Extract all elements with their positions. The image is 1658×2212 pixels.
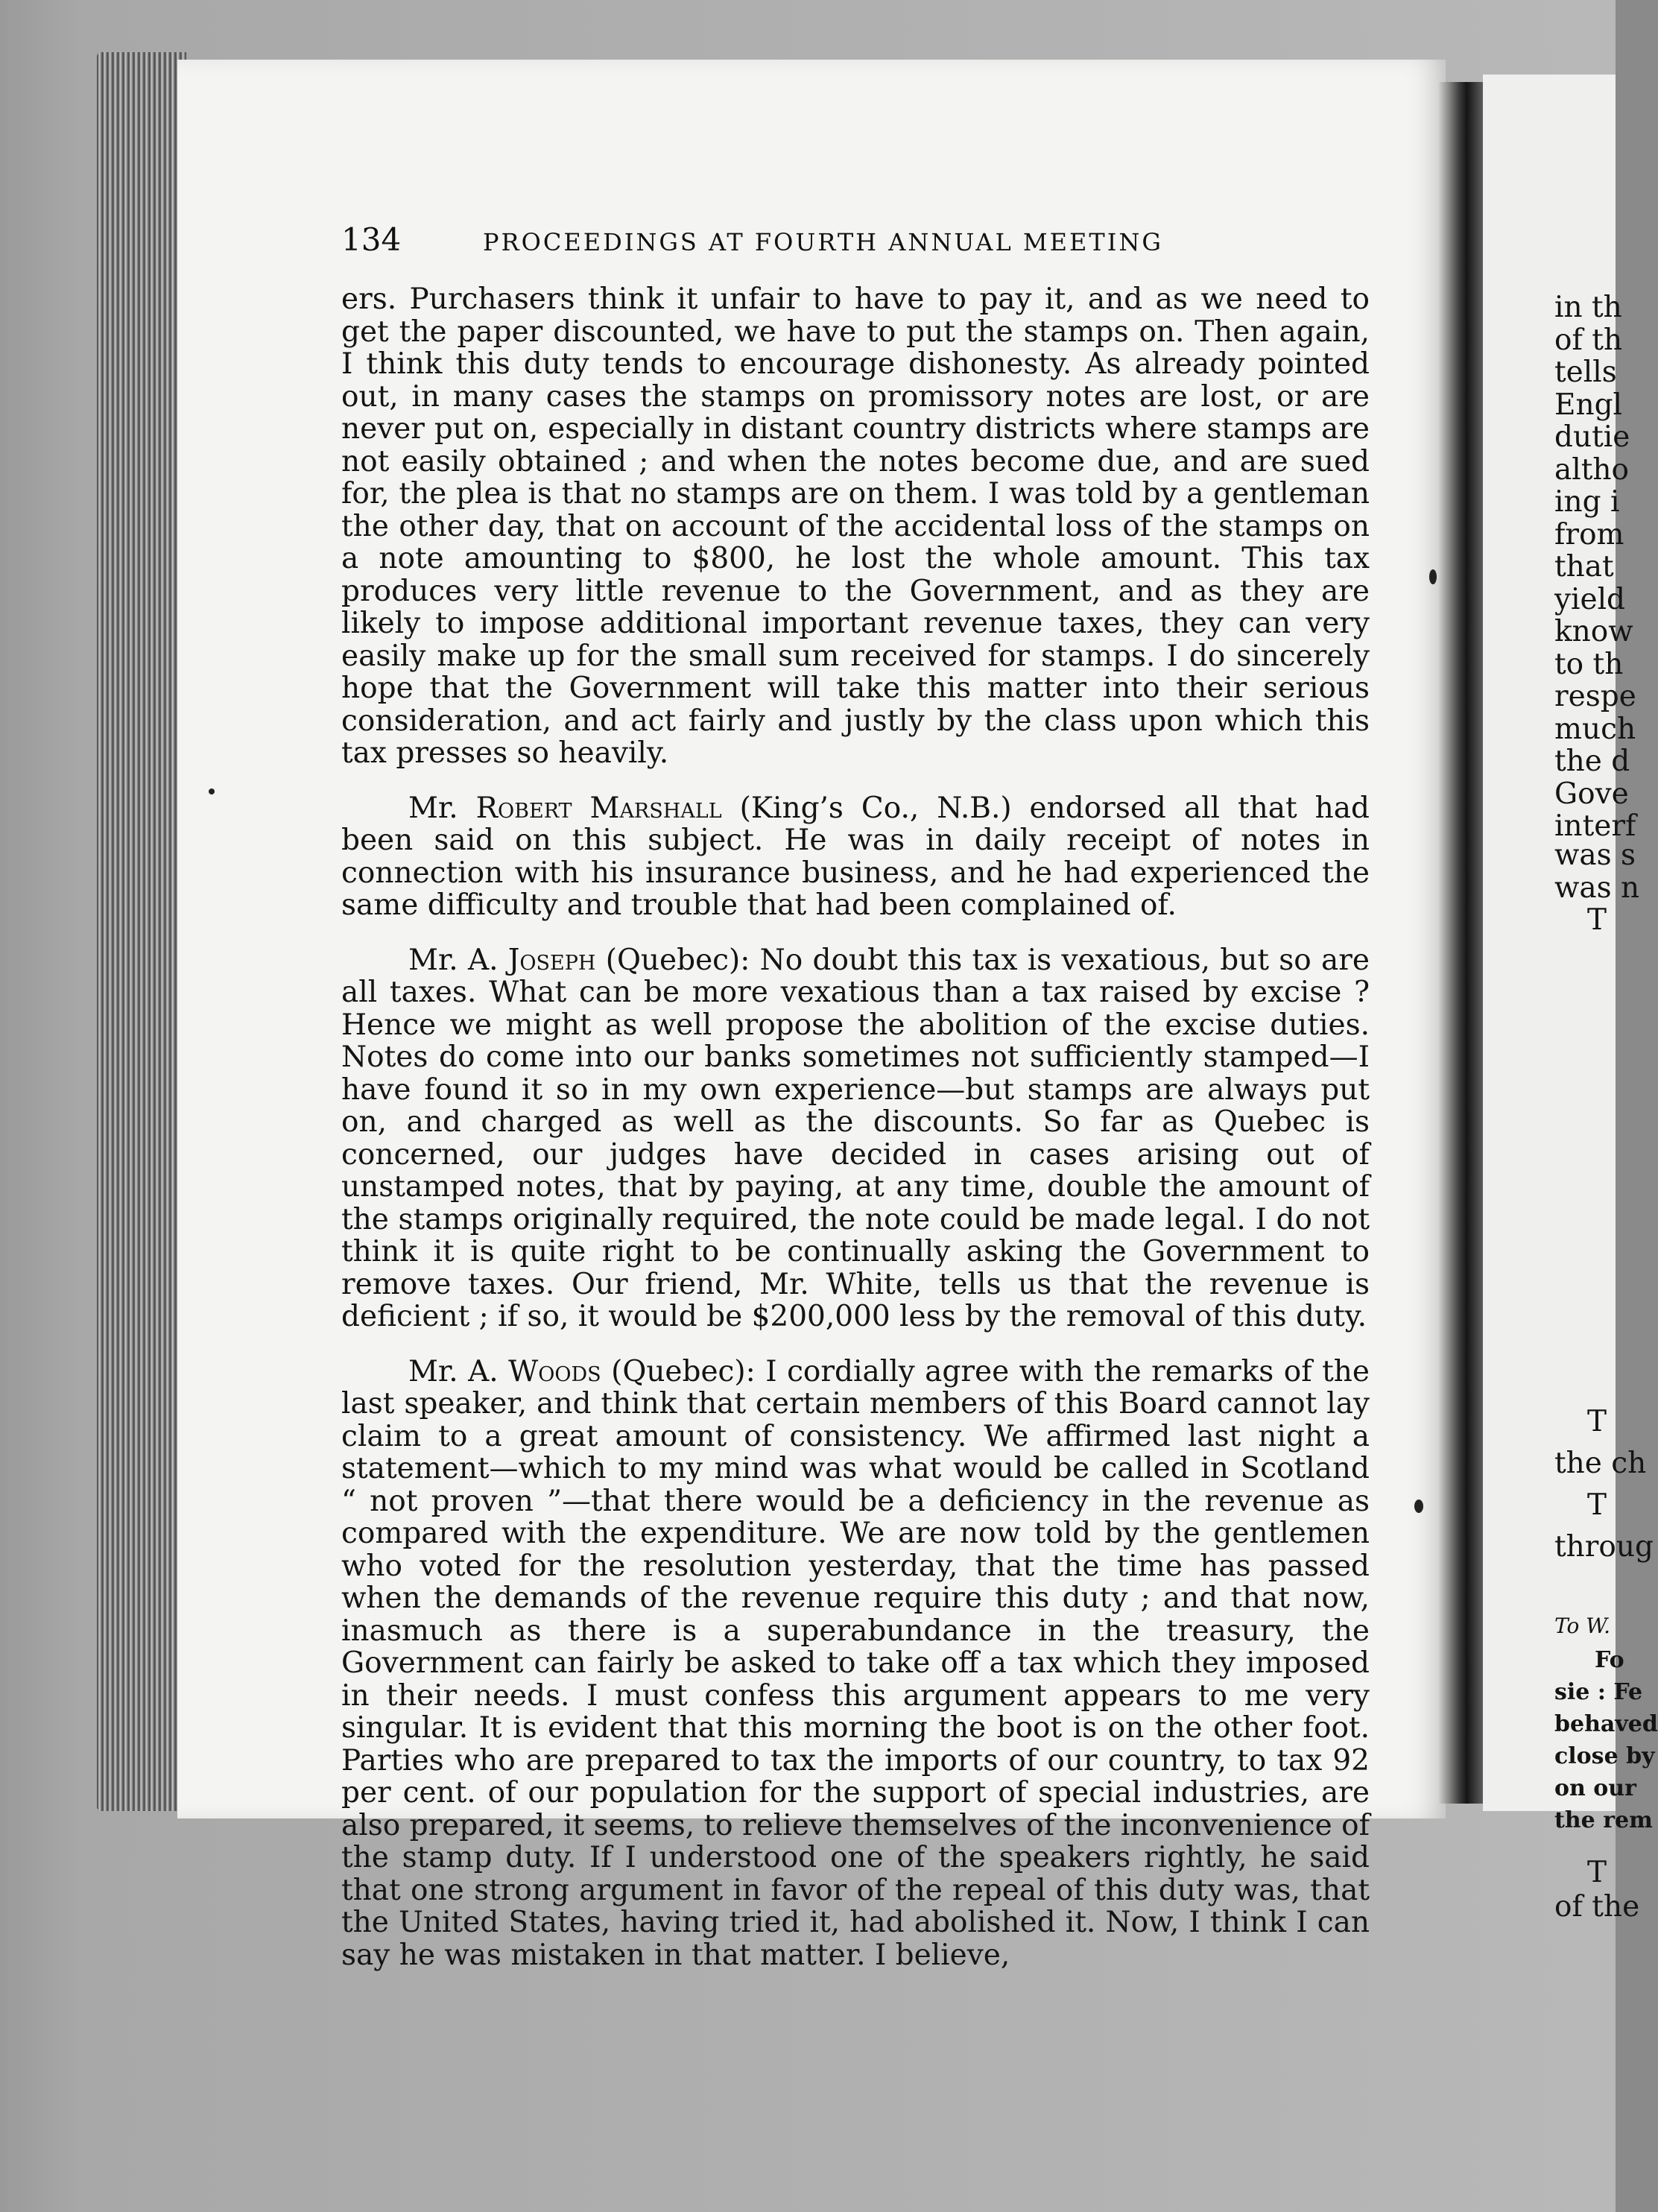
book-gutter [1438,82,1486,1804]
facing-line: much [1554,712,1636,746]
paragraph-woods [341,1356,1370,1972]
letter-line: the rem [1554,1807,1653,1833]
paragraph-joseph [341,944,1370,1333]
facing-line: from [1554,517,1624,552]
facing-line: that [1554,550,1614,584]
speaker-name: Woods [508,1354,601,1388]
facing-line: interf [1554,809,1636,843]
speaker-affiliation: (Quebec): [601,1354,756,1388]
paragraph-text: ers. Purchasers think it unfair to have to pay it, and as we need to get the paper discounted, we have to put the stamps on. Then again, I think this duty tends to encourage dishonesty. As already pointed out, in many cases the stamps on promissory notes are lost, or are never put on, especially in distant country districts where stamps are not easily obtained ; and when the notes become due, and are sued for, the plea is that no stamps are on them. I was told by a gentleman the other day, that on account of the accidental loss of the stamps on a note amounting to $800, he lost the whole amount. This tax produces very little revenue to the Government, and as they are likely to impose additional important revenue taxes, they can very easily make up for the small sum received for stamps. I do sincerely hope that the Government will take this matter into their serious consideration, and act fairly and justly by the class upon which this tax presses so heavily. [341,282,1370,770]
paragraph-continuation [341,283,1370,770]
facing-line: T [1587,1488,1607,1522]
facing-line: know [1554,615,1633,648]
speaker-prefix: Mr. [408,791,476,825]
book-page-edges [97,52,186,1811]
facing-line: of the [1554,1890,1640,1924]
facing-line: to th [1554,647,1624,681]
paragraph-marshall [341,792,1370,922]
letter-line: on our [1554,1775,1636,1801]
facing-line: in th [1554,291,1622,324]
letter-line: Fo [1595,1647,1624,1673]
paragraph-text: endorsed all that had been said on this subject. He was in daily receipt of notes in connection with his insurance business, and he had experienced the same difficulty and trouble that had been complained of. [341,791,1370,922]
facing-line: altho [1554,452,1629,487]
facing-line: was s [1554,838,1636,872]
facing-line: throug [1554,1530,1654,1564]
facing-line: Gove [1554,777,1629,811]
letter-line: sie : Fe [1554,1679,1643,1705]
speaker-prefix: Mr. A. [408,1354,509,1388]
facing-line: Engl [1554,388,1623,422]
page-number: 134 [341,221,402,258]
scan-speck [209,789,215,794]
facing-line: tells [1554,356,1617,389]
facing-line: T [1587,1856,1607,1889]
body-text [341,283,1370,1971]
letter-salutation: To W. [1554,1614,1611,1638]
speaker-affiliation: (King’s Co., N.B.) [721,791,1012,825]
speaker-affiliation: (Quebec): [595,943,750,977]
facing-line: was n [1554,870,1640,905]
facing-line: the d [1554,745,1630,778]
running-title: PROCEEDINGS AT FOURTH ANNUAL MEETING [483,228,1163,256]
facing-line: the ch [1554,1447,1647,1480]
right-page-fragment [1483,75,1658,1924]
scan-speck [1414,1500,1423,1513]
facing-line: of th [1554,323,1623,357]
facing-line: T [1587,903,1607,937]
running-head [341,218,1370,262]
facing-line: respe [1554,680,1636,713]
facing-line: dutie [1554,420,1630,454]
letter-line: behaved [1554,1711,1658,1737]
facing-line: T [1587,1405,1607,1438]
facing-line: yield [1554,582,1626,616]
speaker-prefix: Mr. A. [408,943,508,977]
paragraph-text: I cordially agree with the remarks of the last speaker, and think that certain members of this Board cannot lay claim to a great amount of consistency. We affirmed last night a statement—which to my mind was what would be called in Scotland “ not proven ”—that there would be a deficiency in the revenue as compared with the expenditure. We are now told by the gentlemen who voted for the resolution yesterday, that the time has passed when the demands of the revenue require this duty ; and that now, inasmuch as there is a superabundance in the treasury, the Government can fairly be asked to take off a tax which they imposed in their needs. I must confess this argument appears to me very singular. It is evident that this morning the boot is on the other foot. Parties who are prepared to tax the imports of our country, to tax 92 per cent. of our population for the support of special industries, are also prepared, it seems, to relieve themselves of the inconvenience of the stamp duty. If I understood one of the speakers rightly, he said that one strong argument in favor of the repeal of this duty was, that the United States, having tried it, had abolished it. Now, I think I can say he was mistaken in that matter. I believe, [341,1354,1370,1972]
paragraph-text: No doubt this tax is vexatious, but so are all taxes. What can be more vexatious than a tax raised by excise ? Hence we might as well propose the abolition of the excise duties. Notes do come into our banks sometimes not sufficiently stamped—I have found it so in my own experience—but stamps are always put on, and charged as well as the discounts. So far as Quebec is concerned, our judges have decided in cases arising out of unstamped notes, that by paying, at any time, double the amount of the stamps originally required, the note could be made legal. I do not think it is quite right to be continually asking the Government to remove taxes. Our friend, Mr. White, tells us that the revenue is deficient ; if so, it would be $200,000 less by the removal of this duty. [341,943,1370,1333]
speaker-name: Joseph [507,943,596,977]
letter-line: close by [1554,1743,1655,1769]
facing-line: ing i [1554,485,1620,519]
scan-speck [1429,569,1437,584]
speaker-name: Robert Marshall [475,791,722,825]
